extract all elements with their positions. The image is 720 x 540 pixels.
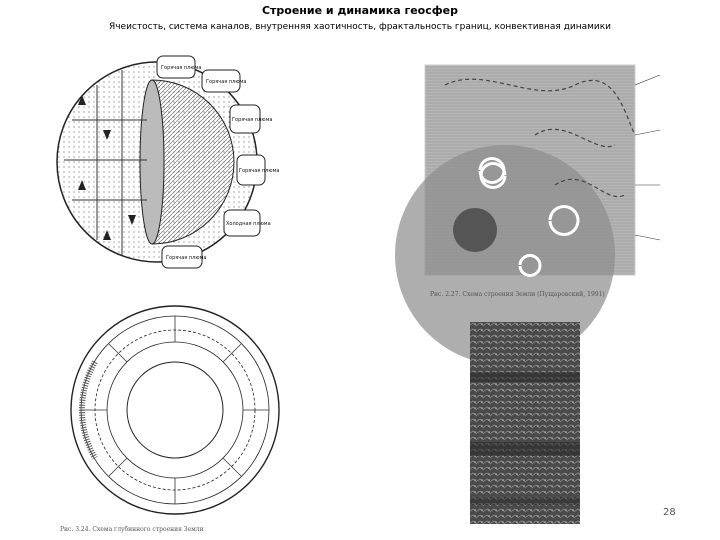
page-number: 28: [663, 507, 676, 518]
ring-diagram-caption: Рис. 3.24. Схема глубинного строения Земли: [60, 526, 204, 533]
cross-section-caption: Рис. 2.27. Схема строения Земли (Пущаровский, 1991): [430, 291, 605, 298]
cell-label: Горячая плюма: [206, 79, 247, 85]
cross-section-figure: [425, 45, 685, 298]
cell-label: Горячая плюма: [161, 65, 202, 71]
rock-photo: [470, 322, 580, 524]
slide-title: Строение и динамика геосфер: [261, 4, 459, 17]
cell-label: Горячая плюма: [166, 255, 207, 261]
ring-diagram-figure: [55, 302, 295, 533]
cell-label: Горячая плюма: [232, 117, 273, 123]
slide-subtitle: Ячеистость, система каналов, внутренняя хаотичность, фрактальность границ, конвективная динамики: [108, 22, 612, 32]
cell-label: Холодная плюма: [226, 221, 271, 227]
convection-sphere-figure: [52, 50, 280, 275]
cell-label: Горячая плюма: [239, 168, 280, 174]
